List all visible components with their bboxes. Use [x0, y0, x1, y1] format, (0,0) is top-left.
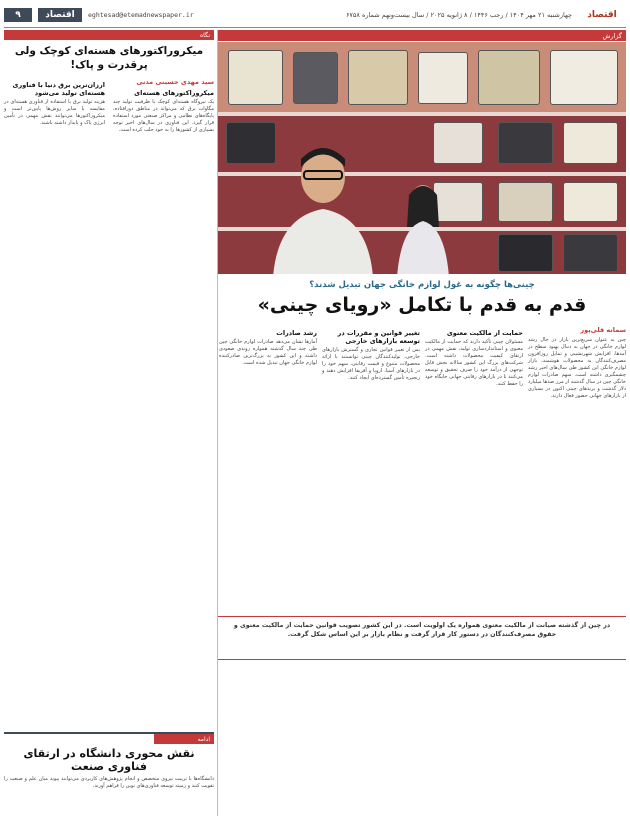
article-column — [425, 326, 523, 816]
appliance-microwave — [498, 122, 553, 164]
section-label: اقتصاد — [38, 8, 82, 22]
article-title: قدم به قدم با تکامل «رویای چینی» — [257, 294, 587, 316]
appliance-fryer — [418, 52, 468, 104]
appliance-oven — [348, 50, 408, 105]
pull-quote-text: در چین از گذشته صیانت از مالکیت معنوی همواره یک اولویت است. در این کشور تصویب قوانین حمایت از مالکیت معنوی و حقوق مصرف‌کنندگان در دستور کار قرار گرفت و نظام بازار بر این اساس شکل گرفت. — [233, 622, 611, 638]
side-column — [4, 78, 105, 718]
appliance-fryer — [293, 52, 338, 104]
appliance-oven — [550, 50, 618, 105]
bottom-title: نقش محوری دانشگاه در ارتقای فناوری صنعت — [23, 747, 195, 773]
appliance-oven — [498, 182, 553, 222]
visitor-woman — [393, 177, 453, 274]
article-columns — [218, 326, 626, 816]
column-text: آمارها نشان می‌دهد صادرات لوازم خانگی چین طی چند سال گذشته همواره روندی صعودی داشته و این کشور به بزرگ‌ترین صادرکننده لوازم خانگی جهان تبدیل شده است. — [219, 339, 317, 366]
newspaper-logo — [578, 7, 626, 23]
side-title: میکروراکتورهای هسته‌ای کوچک ولی پرقدرت و پاک! — [14, 45, 204, 71]
contact-email: eghtesad@etemadnewspaper.ir — [88, 11, 194, 19]
column-text: مسئولان چینی تأکید دارند که حمایت از مالکیت معنوی و استانداردسازی تولید، نقش مهمی در ارتقای کیفیت محصولات داشته است. شرکت‌های بزرگ این کشور سالانه بخش قابل توجهی از درآمد خود را صرف تحقیق و توسعه می‌کنند تا در بازارهای رقابتی جهانی جایگاه خود را حفظ کنند. — [425, 339, 523, 387]
side-subhead: میکروراکتورهای هسته‌ای — [134, 89, 214, 97]
column-divider — [217, 30, 218, 816]
side-subhead: ارزان‌ترین برق دنیا با فناوری هسته‌ای تولید می‌شود — [12, 81, 105, 97]
article-photo — [218, 42, 626, 274]
article-column — [528, 326, 626, 816]
article-byline: سمانه قلی‌پور — [580, 326, 626, 334]
side-kicker: نگاه — [4, 30, 214, 40]
column-subhead: حمایت از مالکیت معنوی — [446, 329, 523, 337]
page-header — [4, 4, 626, 26]
bottom-article — [4, 732, 214, 816]
main-article — [218, 30, 626, 816]
side-text: یک نیروگاه هسته‌ای کوچک با ظرفیت تولید چند مگاوات برق که می‌تواند در مناطق دورافتاده، پایگاه‌های نظامی و مراکز صنعتی مورد استفاده قرار گیرد. این فناوری در سال‌های اخیر توجه بسیاری از کشورها را به خود جلب کرده است. — [113, 99, 214, 133]
bottom-text: دانشگاه‌ها با تربیت نیروی متخصص و انجام پژوهش‌های کاربردی می‌توانند پیوند میان علم و صنعت را تقویت کنند و زمینه توسعه فناوری‌های نوین را فراهم آورند. — [4, 776, 214, 789]
side-byline: سید مهدی حسینی مدنی — [136, 78, 214, 86]
bottom-kicker: ادامه — [154, 734, 214, 744]
side-columns — [4, 78, 214, 718]
photo-shelf — [218, 112, 626, 116]
side-text: هزینه تولید برق با استفاده از فناوری هسته‌ای در مقایسه با سایر روش‌ها پایین‌تر است و میکروراکتورها می‌توانند نقش مهمی در تأمین انرژی پاک و پایدار داشته باشند. — [4, 99, 105, 126]
appliance-oven — [478, 50, 540, 105]
appliance-microwave — [563, 122, 618, 164]
header-rule — [4, 27, 626, 28]
column-text: چین به عنوان سریع‌ترین بازار در حال رشد لوازم خانگی در جهان به دنبال بهبود سطح در آمدها، افزایش شهرنشینی و تمایل روزافزون مصرف‌کنندگان به محصولات هوشمند، بازار لوازم خانگی این کشور طی سال‌های اخیر رشد چشمگیری داشته است. سهم صادرات لوازم خانگی چین در سال گذشته از مرز صدها میلیارد دلار گذشت و برندهای چینی اکنون در بسیاری از بازارهای جهانی حضور فعال دارند. — [528, 337, 626, 399]
appliance-microwave — [433, 122, 483, 164]
article-column — [219, 326, 317, 816]
appliance-oven — [228, 50, 283, 105]
side-column — [113, 78, 214, 718]
page-number: ۹ — [4, 8, 32, 22]
issue-info: چهارشنبه ۲۱ مهر ۱۴۰۴ / رجب ۱۴۴۶ / ۸ ژانویه ۲۰۲۵ / سال بیست‌ونهم شماره ۶۷۵۸ — [345, 11, 572, 19]
column-subhead: تغییر قوانین و مقررات در توسعه بازارهای خارجی — [337, 329, 420, 345]
side-article — [4, 30, 214, 816]
article-subtitle: چینی‌ها چگونه به غول لوازم خانگی جهان تبدیل شدند؟ — [309, 280, 535, 290]
appliance-fryer — [498, 234, 553, 272]
appliance-oven — [563, 182, 618, 222]
appliance-fryer — [563, 234, 618, 272]
column-text: پس از تغییر قوانین تجاری و گسترش بازارهای خارجی، تولیدکنندگان چینی توانستند با ارائه محصولات متنوع و قیمت رقابتی، سهم خود را در بازارهای آسیا، اروپا و آفریقا افزایش دهند و زنجیره تأمین گسترده‌ای ایجاد کنند. — [322, 347, 420, 381]
article-column — [322, 326, 420, 816]
logo-text: اقتصاد — [587, 10, 617, 20]
visitor-man — [268, 137, 378, 274]
main-kicker: گزارش — [218, 30, 626, 41]
pull-quote — [218, 616, 626, 660]
column-subhead: رشد صادرات — [276, 329, 317, 337]
